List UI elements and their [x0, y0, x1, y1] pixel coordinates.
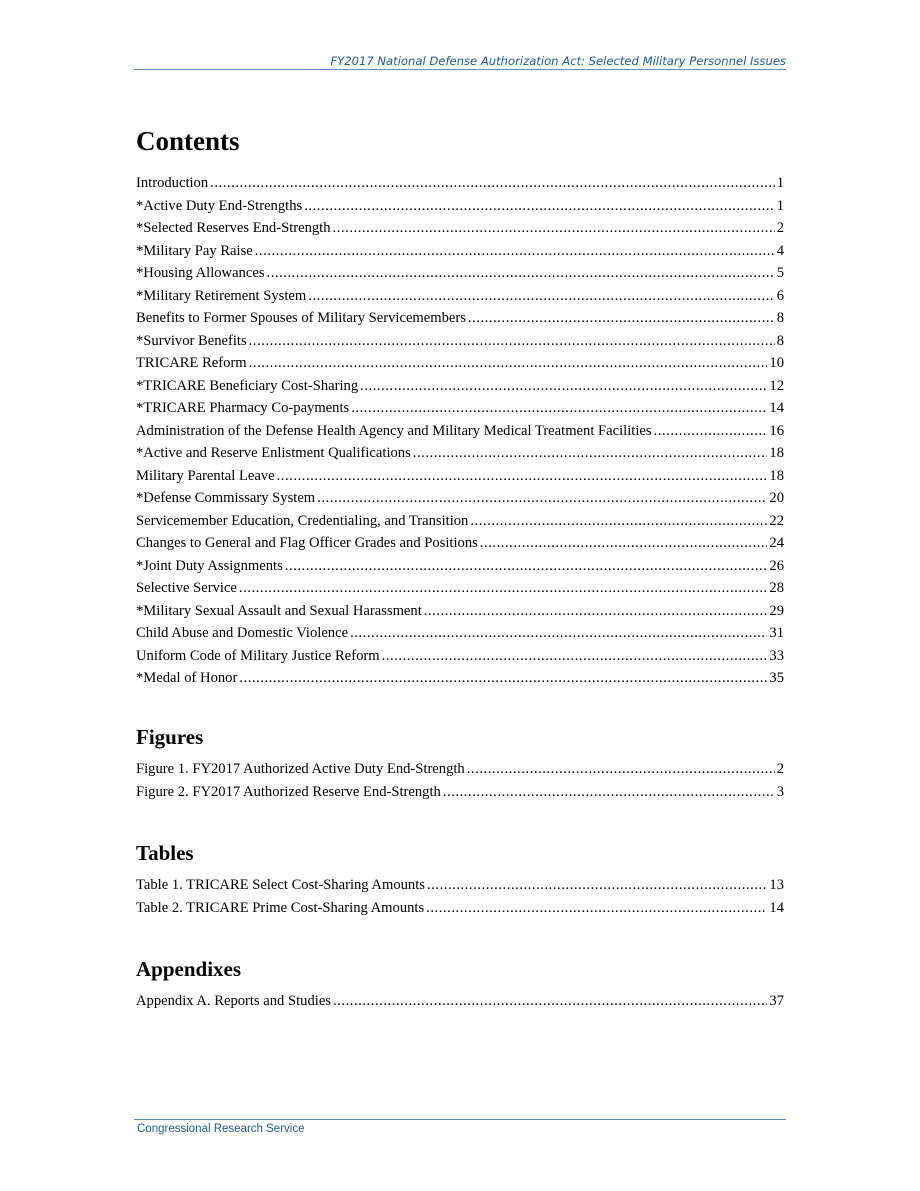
- dot-leader: [480, 532, 768, 555]
- toc-entry-title: Administration of the Defense Health Agency and Military Medical Treatment Facilities: [136, 422, 652, 439]
- appendixes-heading: Appendixes: [136, 957, 242, 981]
- toc-entry-title: Table 2. TRICARE Prime Cost-Sharing Amounts: [136, 899, 425, 916]
- toc-entry[interactable]: [136, 397, 784, 420]
- toc-entry-title: *Medal of Honor: [136, 670, 238, 686]
- dot-leader: [249, 330, 775, 353]
- toc-entry[interactable]: [136, 375, 784, 398]
- toc-entry-title: Introduction: [136, 175, 209, 191]
- toc-entry[interactable]: [136, 285, 784, 308]
- toc-entry[interactable]: [136, 532, 784, 555]
- toc-entry-page-number: 18: [769, 467, 784, 484]
- dot-leader: [413, 442, 768, 465]
- toc-entry-title: *Active and Reserve Enlistment Qualifications: [136, 445, 411, 461]
- toc-entry-page-number: 37: [769, 993, 784, 1009]
- toc-entry-page-number: 26: [769, 557, 784, 574]
- toc-entry-page-number: 14: [769, 400, 784, 416]
- toc-entry[interactable]: [136, 667, 784, 690]
- toc-entry-page-number: 24: [769, 535, 784, 551]
- toc-entry-title: *Military Sexual Assault and Sexual Harassment: [136, 602, 422, 619]
- toc-entry-page-number: 35: [769, 670, 784, 686]
- toc-entry-title: *Housing Allowances: [136, 265, 265, 281]
- dot-leader: [317, 487, 767, 510]
- toc-entry[interactable]: [136, 352, 784, 375]
- toc-entry-page-number: 6: [776, 287, 784, 304]
- toc-entry-title: *Military Pay Raise: [136, 242, 253, 259]
- toc-entry[interactable]: [136, 555, 784, 578]
- running-header: FY2017 National Defense Authorization Act: Selected Military Personnel Issues: [330, 54, 786, 68]
- dot-leader: [210, 172, 775, 195]
- toc-entry-title: Child Abuse and Domestic Violence: [136, 625, 349, 641]
- toc-entry-title: Servicemember Education, Credentialing, and Transition: [136, 512, 469, 529]
- toc-entry[interactable]: [136, 990, 784, 1013]
- appendixes-list: [136, 990, 784, 1013]
- toc-entry[interactable]: [136, 874, 784, 897]
- dot-leader: [239, 577, 768, 600]
- dot-leader: [350, 622, 767, 645]
- toc-entry[interactable]: [136, 897, 784, 920]
- dot-leader: [333, 217, 775, 240]
- toc-entry-page-number: 2: [776, 220, 784, 236]
- toc-entry-page-number: 1: [776, 175, 784, 191]
- dot-leader: [255, 240, 775, 263]
- toc-entry[interactable]: [136, 510, 784, 533]
- toc-entry[interactable]: [136, 172, 784, 195]
- toc-entry-title: *Survivor Benefits: [136, 332, 247, 349]
- figures-list: [136, 758, 784, 803]
- toc-entry[interactable]: [136, 262, 784, 285]
- dot-leader: [333, 990, 767, 1013]
- dot-leader: [427, 874, 767, 897]
- toc-entry[interactable]: [136, 622, 784, 645]
- toc-entry-page-number: 12: [769, 377, 784, 394]
- toc-entry-title: Table 1. TRICARE Select Cost-Sharing Amounts: [136, 877, 425, 893]
- toc-entry-title: *TRICARE Beneficiary Cost-Sharing: [136, 377, 359, 394]
- toc-entry-page-number: 29: [769, 602, 784, 619]
- toc-entry-title: *Joint Duty Assignments: [136, 557, 283, 574]
- dot-leader: [249, 352, 768, 375]
- toc-entry-title: *Military Retirement System: [136, 287, 307, 304]
- toc-entry[interactable]: [136, 600, 784, 623]
- dot-leader: [654, 420, 768, 443]
- dot-leader: [426, 897, 767, 920]
- toc-entry[interactable]: [136, 577, 784, 600]
- toc-entry[interactable]: [136, 645, 784, 668]
- toc-entry-page-number: 31: [769, 625, 784, 641]
- toc-entry[interactable]: [136, 240, 784, 263]
- toc-entry-title: Appendix A. Reports and Studies: [136, 993, 331, 1009]
- toc-entry-title: Benefits to Former Spouses of Military Servicemembers: [136, 310, 466, 326]
- tables-list: [136, 874, 784, 919]
- dot-leader: [285, 555, 768, 578]
- toc-entry-page-number: 16: [769, 422, 784, 439]
- toc-entry-page-number: 20: [769, 490, 784, 506]
- contents-heading: Contents: [136, 126, 240, 156]
- toc-entry-title: *Defense Commissary System: [136, 490, 316, 506]
- toc-entry-page-number: 1: [776, 197, 784, 214]
- toc-entry-title: Changes to General and Flag Officer Grades and Positions: [136, 535, 478, 551]
- dot-leader: [467, 758, 775, 781]
- toc-entry-page-number: 4: [776, 242, 784, 259]
- toc-entry[interactable]: [136, 420, 784, 443]
- footer-rule: [134, 1119, 786, 1120]
- dot-leader: [351, 397, 767, 420]
- dot-leader: [267, 262, 775, 285]
- toc-entry-page-number: 8: [776, 332, 784, 349]
- toc-entry-page-number: 8: [776, 310, 784, 326]
- toc-entry-page-number: 28: [769, 580, 784, 596]
- toc-entry-title: *TRICARE Pharmacy Co-payments: [136, 400, 350, 416]
- dot-leader: [424, 600, 768, 623]
- toc-entry[interactable]: [136, 758, 784, 781]
- toc-entry-title: Selective Service: [136, 580, 237, 596]
- dot-leader: [308, 285, 774, 308]
- toc-entry-title: *Selected Reserves End-Strength: [136, 220, 331, 236]
- toc-entry-title: Uniform Code of Military Justice Reform: [136, 647, 380, 664]
- toc-entry-page-number: 3: [776, 783, 784, 800]
- toc-entry-title: Figure 2. FY2017 Authorized Reserve End-Strength: [136, 783, 441, 800]
- dot-leader: [304, 195, 775, 218]
- toc-entry-title: TRICARE Reform: [136, 355, 247, 371]
- toc-entry-page-number: 22: [769, 512, 784, 529]
- toc-entry-title: *Active Duty End-Strengths: [136, 197, 303, 214]
- toc-entry-page-number: 14: [769, 899, 784, 916]
- dot-leader: [239, 667, 767, 690]
- dot-leader: [468, 307, 775, 330]
- dot-leader: [360, 375, 767, 398]
- toc-entry-page-number: 2: [776, 761, 784, 777]
- toc-entry-title: Military Parental Leave: [136, 467, 275, 484]
- toc-entry-page-number: 10: [769, 355, 784, 371]
- contents-list: [136, 172, 784, 690]
- toc-entry[interactable]: [136, 465, 784, 488]
- footer-publisher: Congressional Research Service: [137, 1123, 305, 1135]
- toc-entry[interactable]: [136, 307, 784, 330]
- toc-entry-page-number: 5: [776, 265, 784, 281]
- toc-entry-page-number: 33: [769, 647, 784, 664]
- dot-leader: [382, 645, 768, 668]
- dot-leader: [277, 465, 768, 488]
- toc-entry[interactable]: [136, 487, 784, 510]
- toc-entry-page-number: 13: [769, 877, 784, 893]
- toc-entry-page-number: 18: [769, 445, 784, 461]
- figures-heading: Figures: [136, 725, 204, 749]
- toc-entry[interactable]: [136, 442, 784, 465]
- toc-entry[interactable]: [136, 195, 784, 218]
- toc-entry[interactable]: [136, 781, 784, 804]
- dot-leader: [443, 781, 775, 804]
- header-rule: [134, 69, 786, 70]
- toc-entry[interactable]: [136, 330, 784, 353]
- toc-entry-title: Figure 1. FY2017 Authorized Active Duty End-Strength: [136, 761, 465, 777]
- toc-entry[interactable]: [136, 217, 784, 240]
- dot-leader: [470, 510, 767, 533]
- tables-heading: Tables: [136, 841, 194, 865]
